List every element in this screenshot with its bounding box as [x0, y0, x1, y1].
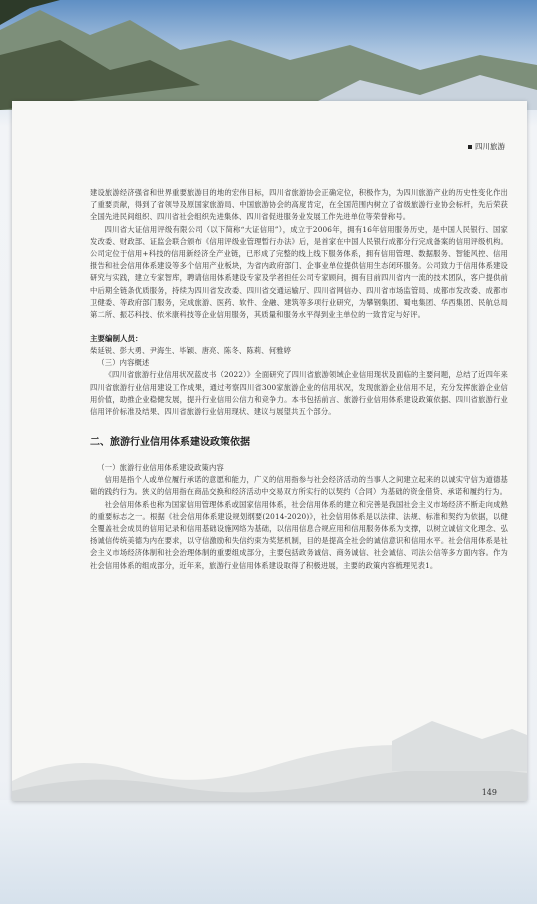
section-two-title: 二、旅游行业信用体系建设政策依据: [90, 437, 250, 449]
company-paragraph: 四川省大证信用评级有限公司（以下简称“大证信用”），成立于2006年，拥有16年信用服务历史，是中国人民银行、国家发改委、财政部、证监会联合颁布《信用评级业管理暂行办法》后，是首家在中国人民银行成都分行完成备案的信用评级机构。公司定位于信用+科技的信用新经济全产业链，已形成了完整的线上线下服务体系，拥有信用管理、数据服务、智能风控、信用报告和社会信用体系建设等多个信用产业板块，为省内政府部门、企事业单位提供信用生态闭环服务。公司致力于信用体系建设研究与实践，建立专家智库，聘请信用体系建设专家及学者担任公司专家顾问，拥有目前四川省内一流的技术团队，客户提供前中后期全链条优质服务，持续为四川省发改委、四川省交通运输厅、四川省网信办、四川省市场监管局、成都市发改委、成都市卫健委、等政府部门服务，完成旅游、医药、软件、金融、建筑等多项行业研究，为攀钢集团、蜀电集团、华西集团、民航总局第二所、振芯科技、依米康科技等企业信用服务，其质量和服务水平得到业主单位的一致肯定与好评。: [90, 224, 508, 320]
editors-label: 主要编制人员：: [90, 334, 143, 344]
header-section-label: 四川旅游: [475, 142, 505, 151]
section-two-subheading: （一）旅游行业信用体系建设政策内容: [97, 463, 224, 473]
intro-paragraph: 建设旅游经济强省和世界重要旅游目的地的宏伟目标，四川省旅游协会正确定位，积极作为，为四川旅游产业的历史性变化作出了重要贡献，得到了省领导及原国家旅游局、中国旅游协会的高度肯定，在全国范围内树立了省级旅游行业协会标杆，先后荣获全国先进民间组织、四川省社会组织先进集体、四川省促进服务业发展工作先进单位等荣誉称号。: [90, 188, 508, 222]
square-bullet-icon: [468, 145, 472, 149]
section-two-paragraph-1: 信用是指个人或单位履行承诺的意愿和能力，广义的信用指参与社会经济活动的当事人之间建立起来的以诚实守信为道德基础的践约行为。狭义的信用指在商品交换和经济活动中交易双方所实行的以契约（合同）为基础的资金借贷、承诺和履约行为。: [90, 475, 508, 497]
background-mountain-image: [0, 0, 537, 110]
book-page: [12, 101, 527, 801]
page-content: [90, 187, 508, 572]
header-section-tag: [468, 141, 505, 152]
background-bottom: [0, 800, 537, 904]
overview-heading: （三）内容概述: [97, 358, 150, 368]
overview-text: 《四川省旅游行业信用状况蓝皮书（2022）》全面研究了四川省旅游领域企业信用现状及面临的主要问题，总结了近四年来四川省旅游行业信用建设工作成果，通过考察四川省300家旅游企业的信用状况，发现旅游企业信用不足，充分发挥旅游企业信用价值，助推企业稳健发展，提升行业信用公信力和竞争力。本书包括前言、旅游行业信用体系建设政策依据、四川省旅游行业信用评价标准及结果、四川省旅游行业信用现状、建议与展望共五个部分。: [90, 370, 508, 417]
ink-wash-landscape: [12, 711, 527, 801]
page-number: 149: [481, 788, 497, 797]
editors-names: 柴延锐、彭大勇、尹海生、毕颖、唐亮、陈冬、陈莉、何雅婷: [90, 346, 292, 356]
section-two-paragraph-2: 社会信用体系也称为国家信用管理体系或国家信用体系，社会信用体系的建立和完善是我国社会主义市场经济不断走向成熟的重要标志之一。根据《社会信用体系建设规划纲要(2014-2020)》，社会信用体系是以法律、法规、标准和契约为依据，以健全覆盖社会成员的信用记录和信用基础设施网络为基础，以信用信息合规应用和信用服务体系为支撑，以树立诚信文化理念、弘扬诚信传统美德为内在要求，以守信激励和失信约束为奖惩机制，目的是提高全社会的诚信意识和信用水平。社会信用体系是社会主义市场经济体制和社会治理体制的重要组成部分，主要包括政务诚信、商务诚信、社会诚信、司法公信等多方面内容。作为社会信用体系的组成部分，近年来，旅游行业信用体系建设取得了积极进展，主要的政策内容梳理见表1。: [90, 499, 508, 570]
